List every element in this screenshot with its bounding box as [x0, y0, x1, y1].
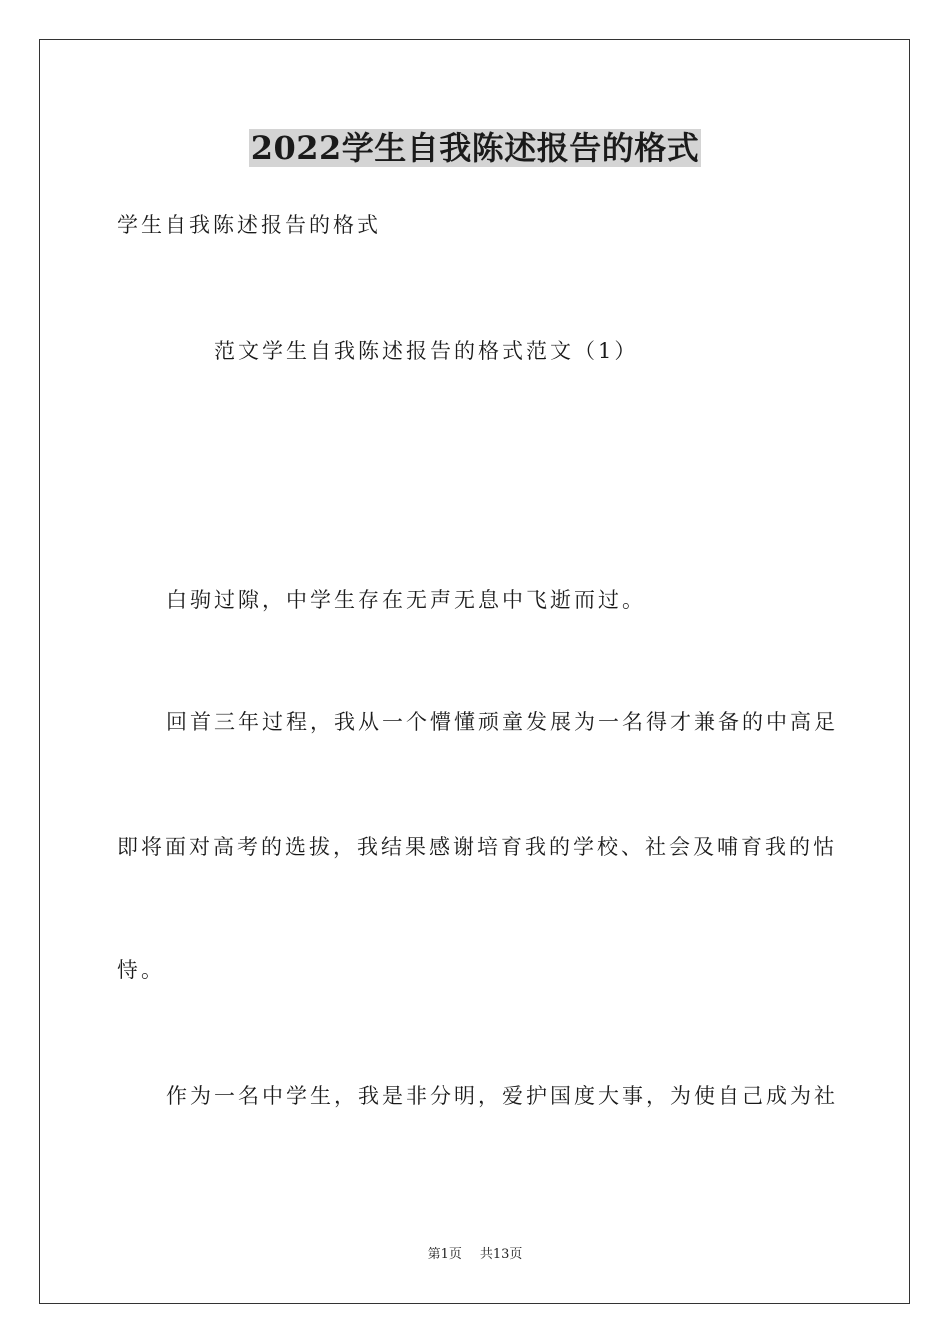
paragraph-line-5: 作为一名中学生，我是非分明，爱护国度大事，为使自己成为社: [166, 1084, 838, 1108]
paragraph-line-3: 即将面对高考的选拔，我结果感谢培育我的学校、社会及哺育我的怙: [117, 835, 837, 859]
page-current: 第1页: [427, 1247, 462, 1262]
page-total: 共13页: [479, 1247, 523, 1262]
paragraph-line-4: 恃。: [117, 958, 165, 982]
document-title-text: 2022学生自我陈述报告的格式: [250, 129, 700, 167]
page-footer: [0, 1246, 950, 1264]
document-subtitle: 学生自我陈述报告的格式: [117, 213, 381, 237]
paragraph-line-2: 回首三年过程，我从一个懵懂顽童发展为一名得才兼备的中高足: [166, 710, 838, 734]
paragraph-line-1: 白驹过隙，中学生存在无声无息中飞逝而过。: [166, 588, 646, 612]
section-heading: 范文学生自我陈述报告的格式范文（1）: [214, 339, 639, 363]
document-title: [0, 126, 950, 170]
